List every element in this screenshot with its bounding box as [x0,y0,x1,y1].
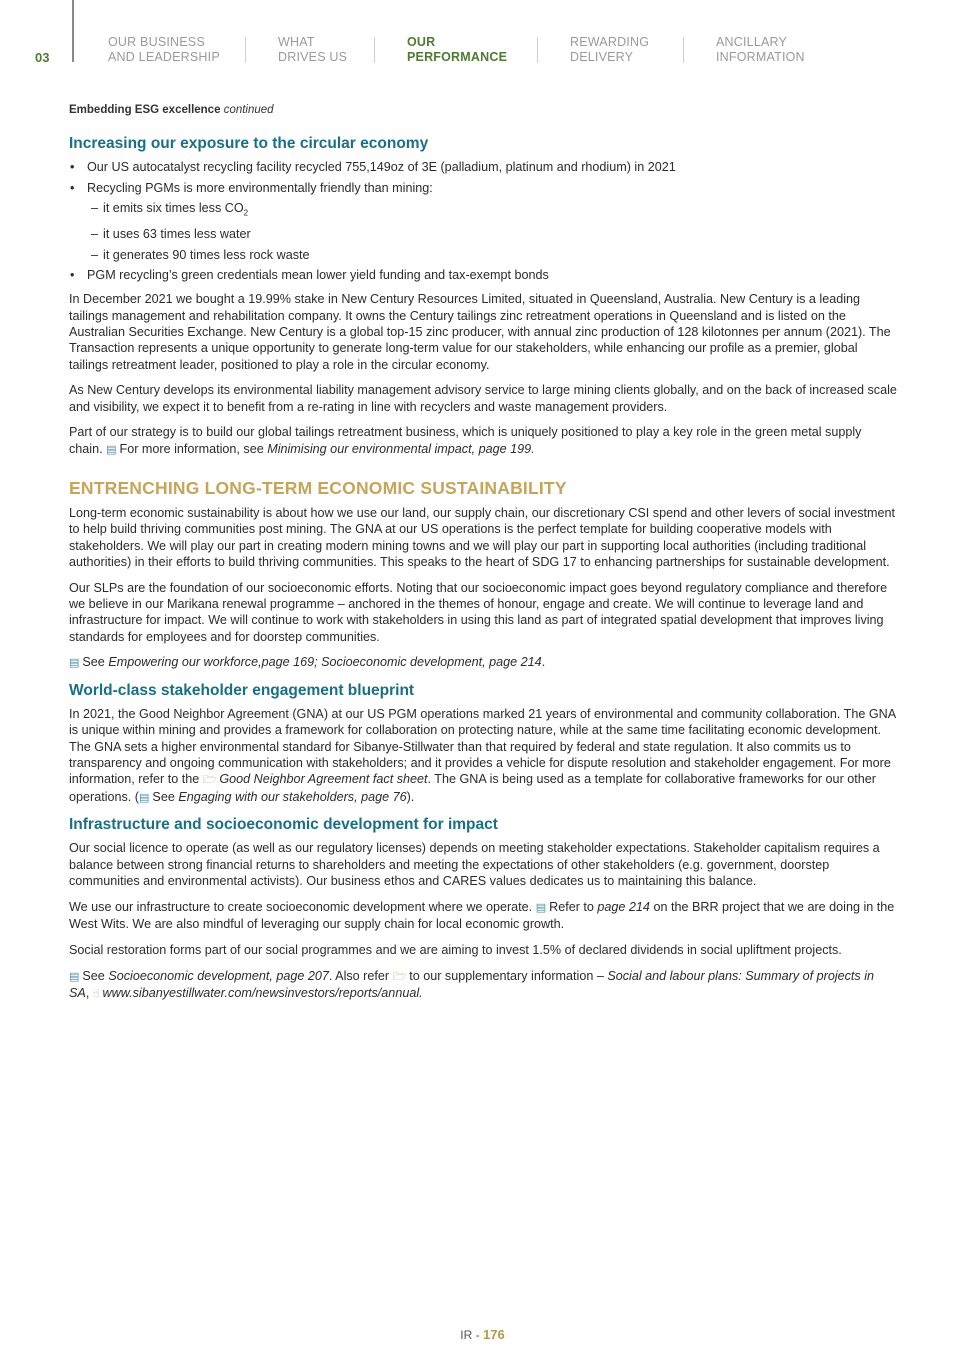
tab-label-line1: OUR [407,35,436,49]
page-content [69,102,897,1012]
reference-text: See [152,789,175,804]
section-number: 03 [35,50,50,65]
paragraph-text: to our supplementary information – [409,968,604,983]
paragraph-text: . The GNA is being used as a template for collaborative frameworks for our other operations. ( [69,772,876,804]
list-item: • PGM recycling’s green credentials mean lower yield funding and tax-exempt bonds [69,267,897,283]
circular-economy-heading: Increasing our exposure to the circular economy [69,135,429,153]
list-item [69,180,897,263]
tab-label-line1: WHAT [278,35,315,49]
tab-label-line1: ANCILLARY [716,35,788,49]
tab-our-business[interactable] [108,35,220,65]
economic-sustainability-heading: ENTRENCHING LONG-TERM ECONOMIC SUSTAINABILITY [69,478,567,499]
list-item-text: Recycling PGMs is more environmentally friendly than mining: [87,180,433,195]
page-number: 176 [482,1327,505,1342]
paragraph: Social restoration forms part of our social programmes and we are aiming to invest 1.5% of declared dividends in social upliftment projects. [69,942,842,957]
reference-link[interactable]: Engaging with our stakeholders, page 76 [178,789,407,804]
list-item: • Our US autocatalyst recycling facility recycled 755,149oz of 3E (palladium, platinum and rhodium) in 2021 [69,159,897,175]
paragraph: In December 2021 we bought a 19.99% stake in New Century Resources Limited, situated in Queensland, Australia. New Century is a leading tailings management and rehabilitation company. It owns the Century tailings zinc retreatment operations in Queensland and is listed on the Australian Securities Exchange. New Century is a global top-15 zinc producer, with annual zinc production of 128 kilotonnes per annum (2021). The Transaction represents a unique opportunity to generate long-term value for our stakeholders, while enhancing our profile as a premier, global tailings retreatment leader, positioned to play a role in the circular economy. [69,292,891,372]
reference-text: See [82,968,105,983]
sub-item-text: it emits six times less CO [103,201,244,216]
tab-label-line2: INFORMATION [716,50,805,64]
reference-text: Refer to [549,899,594,914]
document-icon: ▤ [139,791,150,804]
punctuation: ). [406,789,415,804]
stakeholder-engagement-heading: World-class stakeholder engagement blueprint [69,682,415,700]
tab-label-line2: DRIVES US [278,50,348,64]
link-icon: ☝ [92,988,100,1001]
reference-link[interactable]: Minimising our environmental impact, page 199. [267,441,535,456]
paragraph-text: In 2021, the Good Neighbor Agreement (GNA) at our US PGM operations marked 21 years of environmental and community collaboration. The GNA is unique within mining and provides a framework for collaboration on protecting nature, while at the same time facilitating economic development. The GNA sets a higher environmental standard for Sibanye-Stillwater than that required by federal and state regulation. It also commits us to transparency and ongoing communication with stakeholders; and it provides a vehicle for dispute resolution and stakeholder engagement. For more information, refer to the [69,707,896,787]
punctuation: . [541,655,546,670]
sub-list [87,200,897,263]
subscript: 2 [243,208,249,218]
tab-label-line2: PERFORMANCE [407,50,508,64]
paragraph [69,968,897,1003]
tab-label-line2: AND LEADERSHIP [108,50,220,64]
tab-separator [537,37,538,63]
paragraph-text: Part of our strategy is to build our global tailings retreatment business, which is uniquely positioned to play a key role in the green metal supply chain. [69,425,862,456]
paragraph-text: . Also refer [328,968,390,983]
reference-text: For more information, see [119,441,264,456]
reference-link[interactable]: Empowering our workforce,page 169; Socioeconomic development, page 214 [108,655,542,670]
kicker-bold: Embedding ESG excellence [69,104,221,116]
circular-bullet-list [69,159,897,283]
paragraph [69,654,897,671]
tab-separator [683,37,684,63]
document-icon: ▤ [535,901,547,914]
infrastructure-heading: Infrastructure and socioeconomic development for impact [69,816,498,834]
tab-separator [374,37,375,63]
tab-separator [245,37,246,63]
reference-link[interactable]: Social and labour plans: Summary of projects in SA [69,968,875,1001]
reference-link[interactable]: page 214 [597,899,650,914]
footer-prefix: IR - [460,1328,480,1342]
sub-list-item: – it uses 63 times less water [91,227,251,242]
punctuation: , [85,986,90,1001]
tab-our-performance[interactable] [407,35,507,65]
reference-link[interactable]: Socioeconomic development, page 207 [108,968,329,983]
folder-icon: 🗁 [202,774,217,787]
paragraph [69,424,897,458]
folder-icon: 🗁 [392,970,407,983]
paragraph-text: on the BRR project that we are doing in the West Wits. We are also mindful of leveraging our supply chain for local economic growth. [69,899,895,932]
tab-what-drives-us[interactable] [278,35,347,65]
paragraph: Long-term economic sustainability is about how we use our land, our supply chain, our discretionary CSI spend and other levers of social investment to help build thriving communities post mining. The GNA at our US operations is the perfect template for building cooperative models with stakeholders. We will play our part in creating modern mining towns and we will play our part in supporting local authorities (including traditional authorities) in their efforts to build thriving communities. This speaks to the heart of SDG 17 to enhancing partnerships for sustainable development. [69,506,896,569]
page-footer [0,1327,965,1342]
tab-label-line2: DELIVERY [570,50,634,64]
document-icon: ▤ [106,443,117,456]
document-icon: ▤ [69,970,80,983]
tab-rewarding-delivery[interactable] [570,35,649,65]
paragraph: Our SLPs are the foundation of our socioeconomic efforts. Noting that our socioeconomic impact goes beyond regulatory compliance and therefore we believe in our Marikana renewal programme – anchored in the themes of honour, engage and create. We will continue to leverage land and infrastructure for impact. We will continue to work with stakeholders in using this land as part of integrated spatial development that improves living standards for employees and for doorstep communities. [69,580,888,644]
top-navigation [0,0,965,80]
tab-label-line1: REWARDING [570,35,650,49]
paragraph: As New Century develops its environmental liability management advisory service to large mining clients globally, and on the back of increased scale and visibility, we expect it to benefit from a re-rating in line with recyclers and waste management providers. [69,383,897,414]
sub-list-item: – it emits six times less $CO_2$ [91,201,249,218]
document-icon: ▤ [69,657,80,670]
tab-label-line1: OUR BUSINESS [108,35,205,49]
reference-text: See [82,655,105,670]
kicker [69,102,897,118]
reference-link[interactable]: Good Neighbor Agreement fact sheet [219,772,428,787]
paragraph-text: We use our infrastructure to create socioeconomic development where we operate. [69,899,533,914]
section-divider [72,0,74,62]
paragraph [69,899,897,933]
sub-list-item: – it generates 90 times less rock waste [91,247,310,262]
paragraph [69,706,897,806]
tab-ancillary-information[interactable] [716,35,805,65]
paragraph: Our social licence to operate (as well as our regulatory licenses) depends on meeting stakeholder expectations. Stakeholder capitalism requires a balance between strong financial returns to shareholders and meeting the expectations of other stakeholders (e.g. government, doorstep communities and environmental activists). Our business ethos and CARES values dedicates us to maintaining this balance. [69,841,880,889]
website-link[interactable]: www.sibanyestillwater.com/newsinvestors/reports/annual. [102,986,423,1001]
kicker-continued: continued [223,104,274,116]
sub-item-text: it generates 90 times less rock waste [103,247,310,262]
sub-item-text: it uses 63 times less water [103,227,251,242]
